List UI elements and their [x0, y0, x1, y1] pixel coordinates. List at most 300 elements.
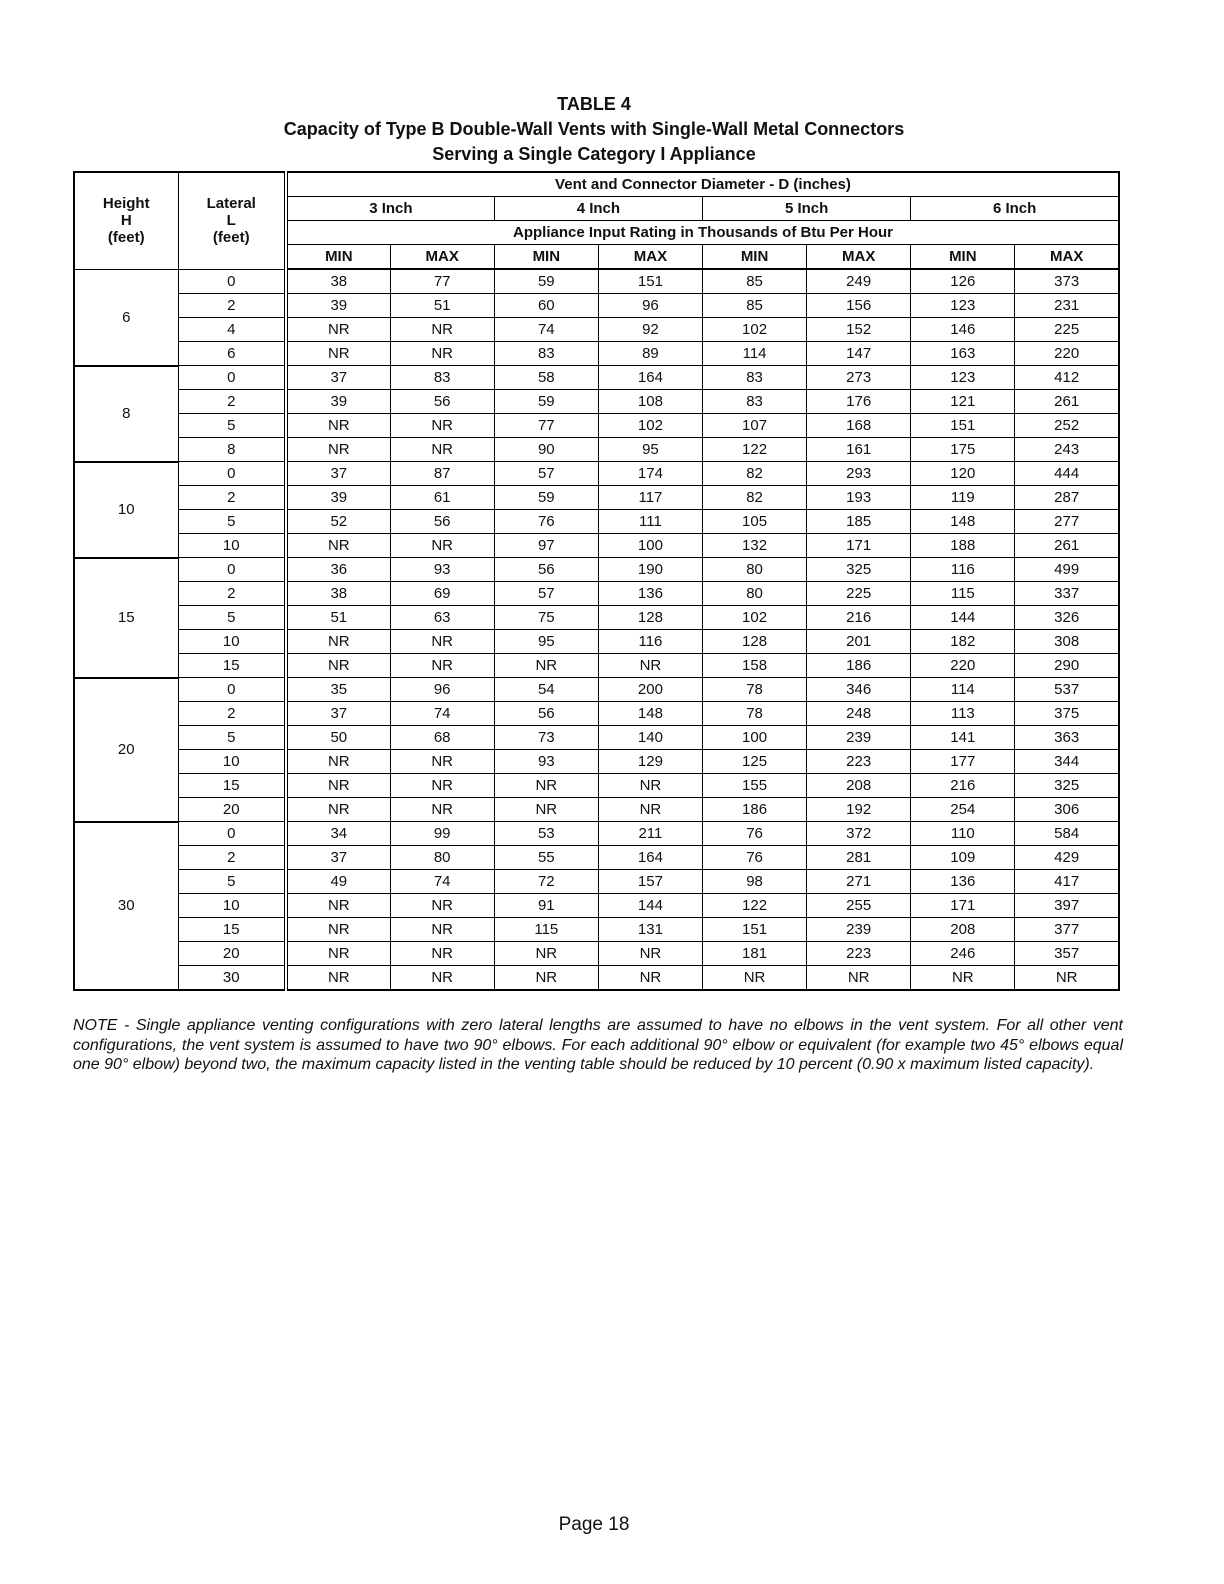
capacity-value: 116 — [598, 630, 702, 654]
capacity-value: 63 — [390, 606, 494, 630]
capacity-value: 54 — [494, 678, 598, 702]
table-row — [74, 558, 1119, 582]
capacity-value: 108 — [598, 390, 702, 414]
capacity-value: 254 — [911, 798, 1015, 822]
capacity-value: 82 — [703, 462, 807, 486]
capacity-value: 182 — [911, 630, 1015, 654]
capacity-value: 136 — [598, 582, 702, 606]
table-number: TABLE 4 — [557, 94, 631, 114]
capacity-value: 223 — [807, 750, 911, 774]
capacity-value: NR — [390, 918, 494, 942]
capacity-value: NR — [286, 342, 390, 366]
capacity-value: 151 — [703, 918, 807, 942]
capacity-value: 121 — [911, 390, 1015, 414]
lateral-value: 10 — [178, 894, 286, 918]
capacity-value: 82 — [703, 486, 807, 510]
capacity-value: 55 — [494, 846, 598, 870]
capacity-value: 73 — [494, 726, 598, 750]
capacity-value: 83 — [703, 366, 807, 390]
table-row — [74, 342, 1119, 366]
capacity-value: 216 — [911, 774, 1015, 798]
capacity-value: NR — [494, 966, 598, 991]
capacity-value: 373 — [1015, 269, 1119, 294]
capacity-value: 128 — [703, 630, 807, 654]
capacity-value: 110 — [911, 822, 1015, 846]
capacity-value: NR — [703, 966, 807, 991]
capacity-value: 357 — [1015, 942, 1119, 966]
capacity-value: 91 — [494, 894, 598, 918]
capacity-value: NR — [807, 966, 911, 991]
capacity-value: NR — [390, 774, 494, 798]
capacity-value: 148 — [911, 510, 1015, 534]
capacity-value: 584 — [1015, 822, 1119, 846]
table-row — [74, 630, 1119, 654]
capacity-value: 99 — [390, 822, 494, 846]
capacity-value: 185 — [807, 510, 911, 534]
table-row — [74, 462, 1119, 486]
lateral-value: 5 — [178, 870, 286, 894]
capacity-value: 100 — [703, 726, 807, 750]
capacity-value: 293 — [807, 462, 911, 486]
capacity-value: 60 — [494, 294, 598, 318]
capacity-value: 176 — [807, 390, 911, 414]
size-header-5-inch: 5 Inch — [703, 197, 911, 221]
capacity-value: 136 — [911, 870, 1015, 894]
capacity-value: 223 — [807, 942, 911, 966]
height-value: 20 — [74, 678, 178, 822]
table-caption-line-2: Serving a Single Category I Appliance — [432, 144, 756, 164]
capacity-value: NR — [390, 966, 494, 991]
table-row — [74, 606, 1119, 630]
table-row — [74, 318, 1119, 342]
capacity-value: 98 — [703, 870, 807, 894]
capacity-value: 177 — [911, 750, 1015, 774]
capacity-value: 78 — [703, 678, 807, 702]
capacity-value: 38 — [286, 269, 390, 294]
capacity-value: 37 — [286, 366, 390, 390]
capacity-value: 74 — [494, 318, 598, 342]
capacity-value: 261 — [1015, 534, 1119, 558]
lateral-value: 5 — [178, 510, 286, 534]
capacity-value: 192 — [807, 798, 911, 822]
capacity-value: 273 — [807, 366, 911, 390]
capacity-value: NR — [390, 534, 494, 558]
capacity-value: 346 — [807, 678, 911, 702]
capacity-value: 102 — [703, 318, 807, 342]
lateral-value: 15 — [178, 654, 286, 678]
capacity-value: NR — [286, 414, 390, 438]
capacity-value: 171 — [911, 894, 1015, 918]
capacity-value: 211 — [598, 822, 702, 846]
table-caption-line-1: Capacity of Type B Double-Wall Vents with Single-Wall Metal Connectors — [283, 119, 905, 139]
capacity-value: 115 — [494, 918, 598, 942]
capacity-value: NR — [286, 966, 390, 991]
capacity-value: 417 — [1015, 870, 1119, 894]
capacity-value: 271 — [807, 870, 911, 894]
capacity-value: 144 — [911, 606, 1015, 630]
capacity-value: 83 — [703, 390, 807, 414]
table-row — [74, 798, 1119, 822]
lateral-value: 2 — [178, 486, 286, 510]
capacity-value: NR — [286, 942, 390, 966]
table-row — [74, 702, 1119, 726]
min-header: MIN — [494, 245, 598, 270]
capacity-value: NR — [390, 942, 494, 966]
capacity-value: 114 — [703, 342, 807, 366]
capacity-value: 122 — [703, 438, 807, 462]
capacity-value: 116 — [911, 558, 1015, 582]
capacity-value: 537 — [1015, 678, 1119, 702]
capacity-value: 148 — [598, 702, 702, 726]
capacity-value: 123 — [911, 366, 1015, 390]
capacity-value: 174 — [598, 462, 702, 486]
capacity-value: NR — [286, 774, 390, 798]
capacity-value: 239 — [807, 726, 911, 750]
capacity-value: 193 — [807, 486, 911, 510]
capacity-value: 190 — [598, 558, 702, 582]
diameter-header: Vent and Connector Diameter - D (inches) — [286, 172, 1119, 197]
capacity-value: 59 — [494, 486, 598, 510]
capacity-value: 61 — [390, 486, 494, 510]
capacity-value: 287 — [1015, 486, 1119, 510]
capacity-value: 308 — [1015, 630, 1119, 654]
capacity-value: 140 — [598, 726, 702, 750]
capacity-value: 59 — [494, 269, 598, 294]
height-value: 30 — [74, 822, 178, 991]
capacity-value: 77 — [390, 269, 494, 294]
capacity-value: 412 — [1015, 366, 1119, 390]
capacity-value: NR — [286, 318, 390, 342]
table-row — [74, 966, 1119, 991]
capacity-value: 122 — [703, 894, 807, 918]
lateral-value: 0 — [178, 269, 286, 294]
capacity-value: NR — [390, 798, 494, 822]
lateral-value: 4 — [178, 318, 286, 342]
capacity-value: 78 — [703, 702, 807, 726]
max-header: MAX — [1015, 245, 1119, 270]
capacity-value: 39 — [286, 294, 390, 318]
capacity-value: 290 — [1015, 654, 1119, 678]
lateral-column-header: Lateral L (feet) — [178, 172, 286, 269]
capacity-value: 50 — [286, 726, 390, 750]
capacity-value: NR — [286, 630, 390, 654]
capacity-value: 225 — [807, 582, 911, 606]
capacity-value: NR — [286, 438, 390, 462]
capacity-value: 52 — [286, 510, 390, 534]
capacity-value: 125 — [703, 750, 807, 774]
table-row — [74, 870, 1119, 894]
capacity-value: 141 — [911, 726, 1015, 750]
capacity-value: 128 — [598, 606, 702, 630]
capacity-value: 68 — [390, 726, 494, 750]
capacity-value: 83 — [494, 342, 598, 366]
capacity-value: 344 — [1015, 750, 1119, 774]
table-row — [74, 390, 1119, 414]
height-value: 15 — [74, 558, 178, 678]
capacity-value: 261 — [1015, 390, 1119, 414]
capacity-value: 151 — [911, 414, 1015, 438]
table-note: NOTE - Single appliance venting configurations with zero lateral lengths are assumed to have no elbows in the vent system. For all other vent configurations, the vent system is assumed to have two 90° elbows. For each additional 90° elbow or equivalent (for example two 45° elbows equal one 90° elbow) beyond two, the maximum capacity listed in the venting table should be reduced by 10 percent (0.90 x maximum listed capacity). — [73, 1017, 1123, 1073]
capacity-value: 96 — [598, 294, 702, 318]
capacity-value: 326 — [1015, 606, 1119, 630]
min-header: MIN — [911, 245, 1015, 270]
lateral-value: 2 — [178, 702, 286, 726]
lateral-value: 2 — [178, 846, 286, 870]
capacity-value: 377 — [1015, 918, 1119, 942]
lateral-value: 2 — [178, 390, 286, 414]
capacity-value: 100 — [598, 534, 702, 558]
capacity-value: 76 — [703, 822, 807, 846]
capacity-value: 107 — [703, 414, 807, 438]
lateral-value: 6 — [178, 342, 286, 366]
capacity-value: 119 — [911, 486, 1015, 510]
capacity-value: 220 — [1015, 342, 1119, 366]
capacity-value: 216 — [807, 606, 911, 630]
capacity-value: NR — [1015, 966, 1119, 991]
capacity-value: 75 — [494, 606, 598, 630]
capacity-value: 129 — [598, 750, 702, 774]
table-row — [74, 846, 1119, 870]
page-number: Page 18 — [558, 1514, 630, 1535]
capacity-value: 181 — [703, 942, 807, 966]
capacity-value: NR — [390, 414, 494, 438]
capacity-value: 57 — [494, 582, 598, 606]
height-value: 8 — [74, 366, 178, 462]
capacity-value: 80 — [703, 582, 807, 606]
capacity-value: 163 — [911, 342, 1015, 366]
table-row — [74, 414, 1119, 438]
capacity-value: 201 — [807, 630, 911, 654]
lateral-value: 10 — [178, 750, 286, 774]
capacity-value: 126 — [911, 269, 1015, 294]
capacity-value: 155 — [703, 774, 807, 798]
capacity-value: 208 — [807, 774, 911, 798]
lateral-value: 5 — [178, 726, 286, 750]
capacity-value: 120 — [911, 462, 1015, 486]
capacity-value: 56 — [494, 558, 598, 582]
table-row — [74, 654, 1119, 678]
capacity-value: 146 — [911, 318, 1015, 342]
lateral-value: 10 — [178, 630, 286, 654]
capacity-value: 157 — [598, 870, 702, 894]
capacity-value: 243 — [1015, 438, 1119, 462]
capacity-value: 96 — [390, 678, 494, 702]
lateral-value: 15 — [178, 774, 286, 798]
height-value: 6 — [74, 269, 178, 366]
capacity-value: NR — [598, 654, 702, 678]
capacity-value: 56 — [390, 510, 494, 534]
table-row — [74, 678, 1119, 702]
capacity-value: NR — [286, 894, 390, 918]
capacity-value: 51 — [390, 294, 494, 318]
capacity-value: 85 — [703, 269, 807, 294]
capacity-value: 90 — [494, 438, 598, 462]
lateral-value: 15 — [178, 918, 286, 942]
capacity-value: 37 — [286, 462, 390, 486]
capacity-value: 429 — [1015, 846, 1119, 870]
capacity-value: 113 — [911, 702, 1015, 726]
capacity-value: 188 — [911, 534, 1015, 558]
capacity-value: 93 — [494, 750, 598, 774]
table-row — [74, 942, 1119, 966]
size-header-3-inch: 3 Inch — [286, 197, 494, 221]
capacity-value: 249 — [807, 269, 911, 294]
capacity-value: 151 — [598, 269, 702, 294]
capacity-value: 158 — [703, 654, 807, 678]
capacity-value: NR — [286, 798, 390, 822]
capacity-value: 208 — [911, 918, 1015, 942]
capacity-value: 144 — [598, 894, 702, 918]
capacity-value: 114 — [911, 678, 1015, 702]
table-row — [74, 438, 1119, 462]
capacity-value: 156 — [807, 294, 911, 318]
capacity-value: 164 — [598, 366, 702, 390]
capacity-value: 34 — [286, 822, 390, 846]
capacity-value: 168 — [807, 414, 911, 438]
capacity-value: 102 — [598, 414, 702, 438]
capacity-value: 59 — [494, 390, 598, 414]
table-row — [74, 534, 1119, 558]
capacity-value: 56 — [390, 390, 494, 414]
capacity-value: 123 — [911, 294, 1015, 318]
capacity-value: 255 — [807, 894, 911, 918]
lateral-value: 2 — [178, 294, 286, 318]
max-header: MAX — [807, 245, 911, 270]
lateral-value: 10 — [178, 534, 286, 558]
capacity-value: 246 — [911, 942, 1015, 966]
capacity-value: 397 — [1015, 894, 1119, 918]
capacity-value: 499 — [1015, 558, 1119, 582]
capacity-value: NR — [286, 750, 390, 774]
capacity-value: 200 — [598, 678, 702, 702]
capacity-value: 171 — [807, 534, 911, 558]
capacity-value: 337 — [1015, 582, 1119, 606]
capacity-value: NR — [390, 630, 494, 654]
capacity-value: 239 — [807, 918, 911, 942]
capacity-value: 74 — [390, 870, 494, 894]
capacity-value: 39 — [286, 390, 390, 414]
capacity-value: 72 — [494, 870, 598, 894]
capacity-value: 76 — [703, 846, 807, 870]
capacity-value: 252 — [1015, 414, 1119, 438]
rating-header: Appliance Input Rating in Thousands of Btu Per Hour — [286, 221, 1119, 245]
capacity-value: 38 — [286, 582, 390, 606]
lateral-value: 2 — [178, 582, 286, 606]
height-value: 10 — [74, 462, 178, 558]
capacity-value: 325 — [1015, 774, 1119, 798]
lateral-value: 5 — [178, 414, 286, 438]
capacity-value: 37 — [286, 702, 390, 726]
table-title — [0, 92, 1188, 167]
capacity-value: 131 — [598, 918, 702, 942]
height-column-header: Height H (feet) — [74, 172, 178, 269]
capacity-value: 372 — [807, 822, 911, 846]
capacity-value: NR — [286, 534, 390, 558]
capacity-value: 161 — [807, 438, 911, 462]
lateral-value: 0 — [178, 678, 286, 702]
capacity-value: 85 — [703, 294, 807, 318]
capacity-value: 69 — [390, 582, 494, 606]
table-row — [74, 726, 1119, 750]
capacity-value: 35 — [286, 678, 390, 702]
capacity-value: 281 — [807, 846, 911, 870]
capacity-value: NR — [598, 966, 702, 991]
capacity-value: 36 — [286, 558, 390, 582]
capacity-value: 325 — [807, 558, 911, 582]
table-row — [74, 774, 1119, 798]
capacity-value: 95 — [494, 630, 598, 654]
capacity-value: 76 — [494, 510, 598, 534]
capacity-value: 77 — [494, 414, 598, 438]
table-row — [74, 269, 1119, 294]
capacity-value: 57 — [494, 462, 598, 486]
capacity-value: 306 — [1015, 798, 1119, 822]
capacity-value: 105 — [703, 510, 807, 534]
capacity-value: 220 — [911, 654, 1015, 678]
capacity-value: 39 — [286, 486, 390, 510]
table-row — [74, 366, 1119, 390]
capacity-value: NR — [911, 966, 1015, 991]
capacity-value: 102 — [703, 606, 807, 630]
capacity-value: NR — [494, 654, 598, 678]
capacity-value: NR — [494, 942, 598, 966]
capacity-value: NR — [390, 894, 494, 918]
max-header: MAX — [390, 245, 494, 270]
capacity-value: NR — [390, 750, 494, 774]
lateral-value: 20 — [178, 942, 286, 966]
lateral-value: 20 — [178, 798, 286, 822]
table-body — [74, 269, 1119, 990]
table-row — [74, 582, 1119, 606]
capacity-value: NR — [494, 774, 598, 798]
capacity-value: 152 — [807, 318, 911, 342]
capacity-value: 80 — [703, 558, 807, 582]
capacity-value: 109 — [911, 846, 1015, 870]
lateral-value: 0 — [178, 366, 286, 390]
capacity-value: 95 — [598, 438, 702, 462]
capacity-value: 363 — [1015, 726, 1119, 750]
capacity-value: 80 — [390, 846, 494, 870]
capacity-value: 186 — [807, 654, 911, 678]
capacity-value: NR — [598, 774, 702, 798]
capacity-value: 51 — [286, 606, 390, 630]
table-row — [74, 510, 1119, 534]
capacity-value: 248 — [807, 702, 911, 726]
capacity-value: 83 — [390, 366, 494, 390]
table-row — [74, 822, 1119, 846]
capacity-value: 115 — [911, 582, 1015, 606]
size-header-6-inch: 6 Inch — [911, 197, 1119, 221]
capacity-value: 175 — [911, 438, 1015, 462]
capacity-value: 444 — [1015, 462, 1119, 486]
min-header: MIN — [703, 245, 807, 270]
table-row — [74, 918, 1119, 942]
lateral-value: 30 — [178, 966, 286, 991]
lateral-value: 0 — [178, 822, 286, 846]
capacity-value: NR — [286, 918, 390, 942]
capacity-value: 87 — [390, 462, 494, 486]
capacity-value: 89 — [598, 342, 702, 366]
capacity-value: 231 — [1015, 294, 1119, 318]
capacity-value: 147 — [807, 342, 911, 366]
capacity-value: 277 — [1015, 510, 1119, 534]
capacity-value: NR — [598, 942, 702, 966]
max-header: MAX — [598, 245, 702, 270]
capacity-value: 92 — [598, 318, 702, 342]
capacity-value: 93 — [390, 558, 494, 582]
lateral-value: 0 — [178, 462, 286, 486]
table-row — [74, 486, 1119, 510]
